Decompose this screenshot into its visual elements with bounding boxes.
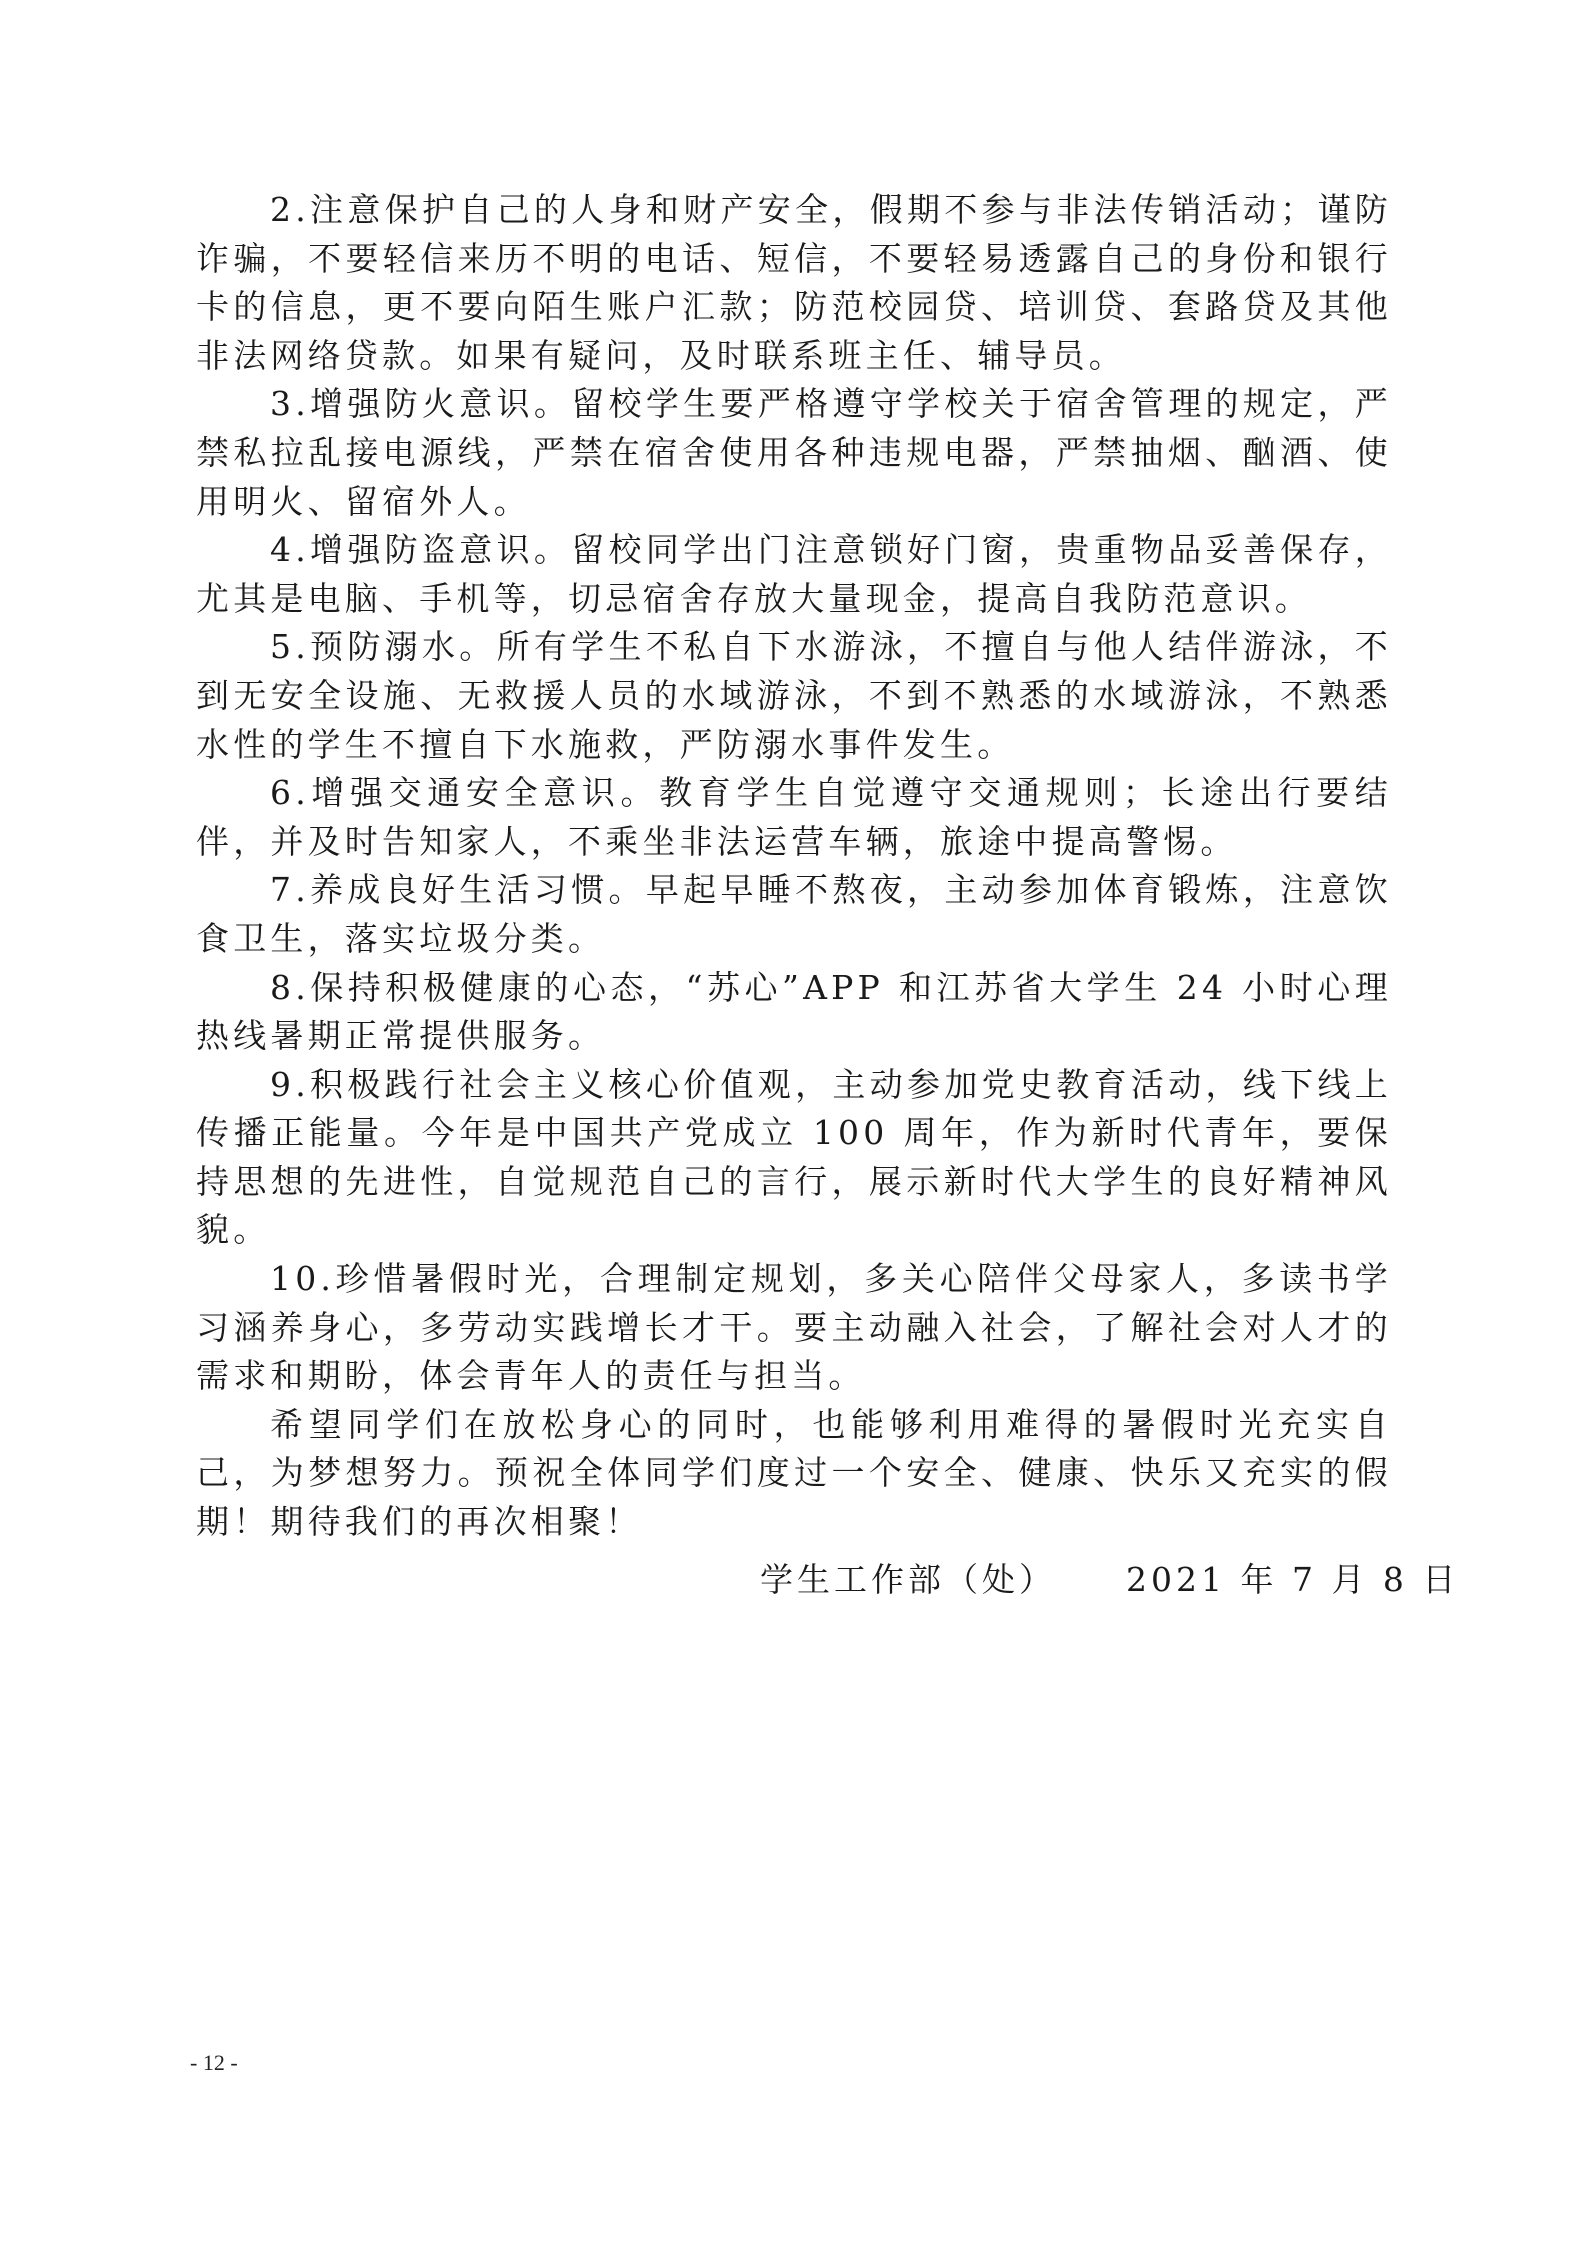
paragraph-item-3: 3.增强防火意识。留校学生要严格遵守学校关于宿舍管理的规定，严禁私拉乱接电源线，严禁在宿舍使用各种违规电器，严禁抽烟、酗酒、使用明火、留宿外人。 [196,384,1392,521]
paragraph-item-7: 7.养成良好生活习惯。早起早睡不熬夜，主动参加体育锻炼，注意饮食卫生，落实垃圾分类。 [196,870,1392,958]
document-body [196,186,1392,1547]
paragraph-item-10: 10.珍惜暑假时光，合理制定规划，多关心陪伴父母家人，多读书学习涵养身心，多劳动实践增长才干。要主动融入社会，了解社会对人才的需求和期盼，体会青年人的责任与担当。 [196,1259,1392,1396]
paragraph-item-9: 9.积极践行社会主义核心价值观，主动参加党史教育活动，线下线上传播正能量。今年是中国共产党成立 100 周年，作为新时代青年，要保持思想的先进性，自觉规范自己的言行，展示新时代大学生的良好精神风貌。 [196,1064,1392,1250]
paragraph-item-8: 8.保持积极健康的心态，“苏心”APP 和江苏省大学生 24 小时心理热线暑期正常提供服务。 [196,967,1392,1056]
paragraph-item-4: 4.增强防盗意识。留校同学出门注意锁好门窗，贵重物品妥善保存，尤其是电脑、手机等，切忌宿舍存放大量现金，提高自我防范意识。 [196,530,1392,618]
signature-org: 学生工作部（处） [760,1560,1056,1599]
signature-block [760,1556,1460,1604]
paragraph-item-6: 6.增强交通安全意识。教育学生自觉遵守交通规则；长途出行要结伴，并及时告知家人，不乘坐非法运营车辆，旅途中提高警惕。 [196,773,1392,861]
paragraph-item-5: 5.预防溺水。所有学生不私自下水游泳，不擅自与他人结伴游泳，不到无安全设施、无救援人员的水域游泳，不到不熟悉的水域游泳，不熟悉水性的学生不擅自下水施救，严防溺水事件发生。 [196,627,1392,764]
signature-date: 2021 年 7 月 8 日 [1126,1560,1460,1599]
page-number: - 12 - [190,2050,238,2075]
closing-paragraph: 希望同学们在放松身心的同时，也能够利用难得的暑假时光充实自己，为梦想努力。预祝全体同学们度过一个安全、健康、快乐又充实的假期！期待我们的再次相聚！ [196,1404,1392,1542]
paragraph-item-2: 2.注意保护自己的人身和财产安全，假期不参与非法传销活动；谨防诈骗，不要轻信来历不明的电话、短信，不要轻易透露自己的身份和银行卡的信息，更不要向陌生账户汇款；防范校园贷、培训贷、套路贷及其他非法网络贷款。如果有疑问，及时联系班主任、辅导员。 [196,190,1392,375]
